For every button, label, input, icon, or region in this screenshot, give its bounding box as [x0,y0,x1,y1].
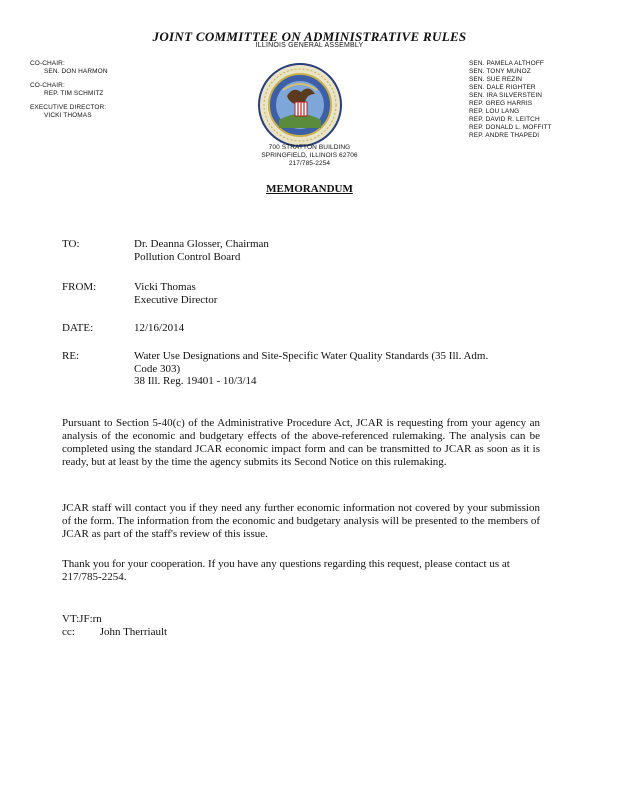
re-subject-line: Code 303) [134,362,181,375]
to-name: Dr. Deanna Glosser, Chairman [134,238,269,250]
member-name: SEN. TONY MUNOZ [469,68,531,75]
from-name: Vicki Thomas [134,281,196,293]
officer-name: SEN. DON HARMON [44,68,108,75]
officer-role: CO-CHAIR: [30,82,65,89]
to-label: TO: [62,238,80,250]
phone-line: 217/785-2254 [288,160,331,167]
officer-name: REP. TIM SCHMITZ [44,90,104,97]
officer-role: CO-CHAIR: [30,60,65,67]
member-name: SEN. PAMELA ALTHOFF [469,60,544,67]
re-label: RE: [62,350,80,362]
memo-heading: MEMORANDUM [266,183,353,195]
committee-members-list [469,60,589,140]
body-paragraph-followup: JCAR staff will contact you if they need any further economic information not covered by your submission of the form. The information from the economic and budgetary analysis will be presented to the members of JCAR as part of the staff's review of this issue. [62,502,540,540]
member-name: SEN. SUE REZIN [469,76,523,83]
reference-initials: VT:JF:rn [62,613,102,625]
member-name: REP. LOU LANG [469,108,520,115]
address-line: 700 STRATTON BUILDING [268,144,351,151]
member-name: REP. DAVID R. LEITCH [469,116,540,123]
member-name: REP. ANDRE THAPEDI [469,132,540,139]
assembly-subtitle: ILLINOIS GENERAL ASSEMBLY [255,42,364,49]
address-block [0,144,619,168]
from-label: FROM: [62,281,97,293]
member-name: SEN. IRA SILVERSTEIN [469,92,543,99]
officer-name: VICKI THOMAS [44,112,92,119]
body-paragraph-thanks: Thank you for your cooperation. If you have any questions regarding this request, please contact us at 217/785-2254. [62,558,510,583]
cc-line [62,626,167,638]
address-line: SPRINGFIELD, ILLINOIS 62706 [261,152,358,159]
cc-label: cc: [62,626,75,638]
from-title: Executive Director [134,293,218,306]
to-organization: Pollution Control Board [134,250,241,263]
re-subject-line: Water Use Designations and Site-Specific Water Quality Standards (35 Ill. Adm. [134,350,489,362]
date-value: 12/16/2014 [134,322,185,334]
cc-name: John Therriault [99,626,168,638]
body-paragraph-request: Pursuant to Section 5-40(c) of the Administrative Procedure Act, JCAR is requesting from your agency an analysis of the economic and budgetary effects of the above-referenced rulemaking. The analysis can be completed using the standard JCAR economic impact form and can be transmitted to JCAR as soon as it is ready, but at least by the time the agency submits its Second Notice on this rulemaking. [62,417,540,468]
member-name: REP. GREG HARRIS [469,100,533,107]
date-label: DATE: [62,322,94,334]
state-seal-icon [257,62,343,148]
officer-role: EXECUTIVE DIRECTOR: [30,104,107,111]
re-citation: 38 Ill. Reg. 19401 - 10/3/14 [134,375,257,387]
committee-title: JOINT COMMITTEE ON ADMINISTRATIVE RULES [152,29,467,44]
member-name: REP. DONALD L. MOFFITT [469,124,552,131]
left-officers-list [30,60,180,126]
member-name: SEN. DALE RIGHTER [469,84,536,91]
